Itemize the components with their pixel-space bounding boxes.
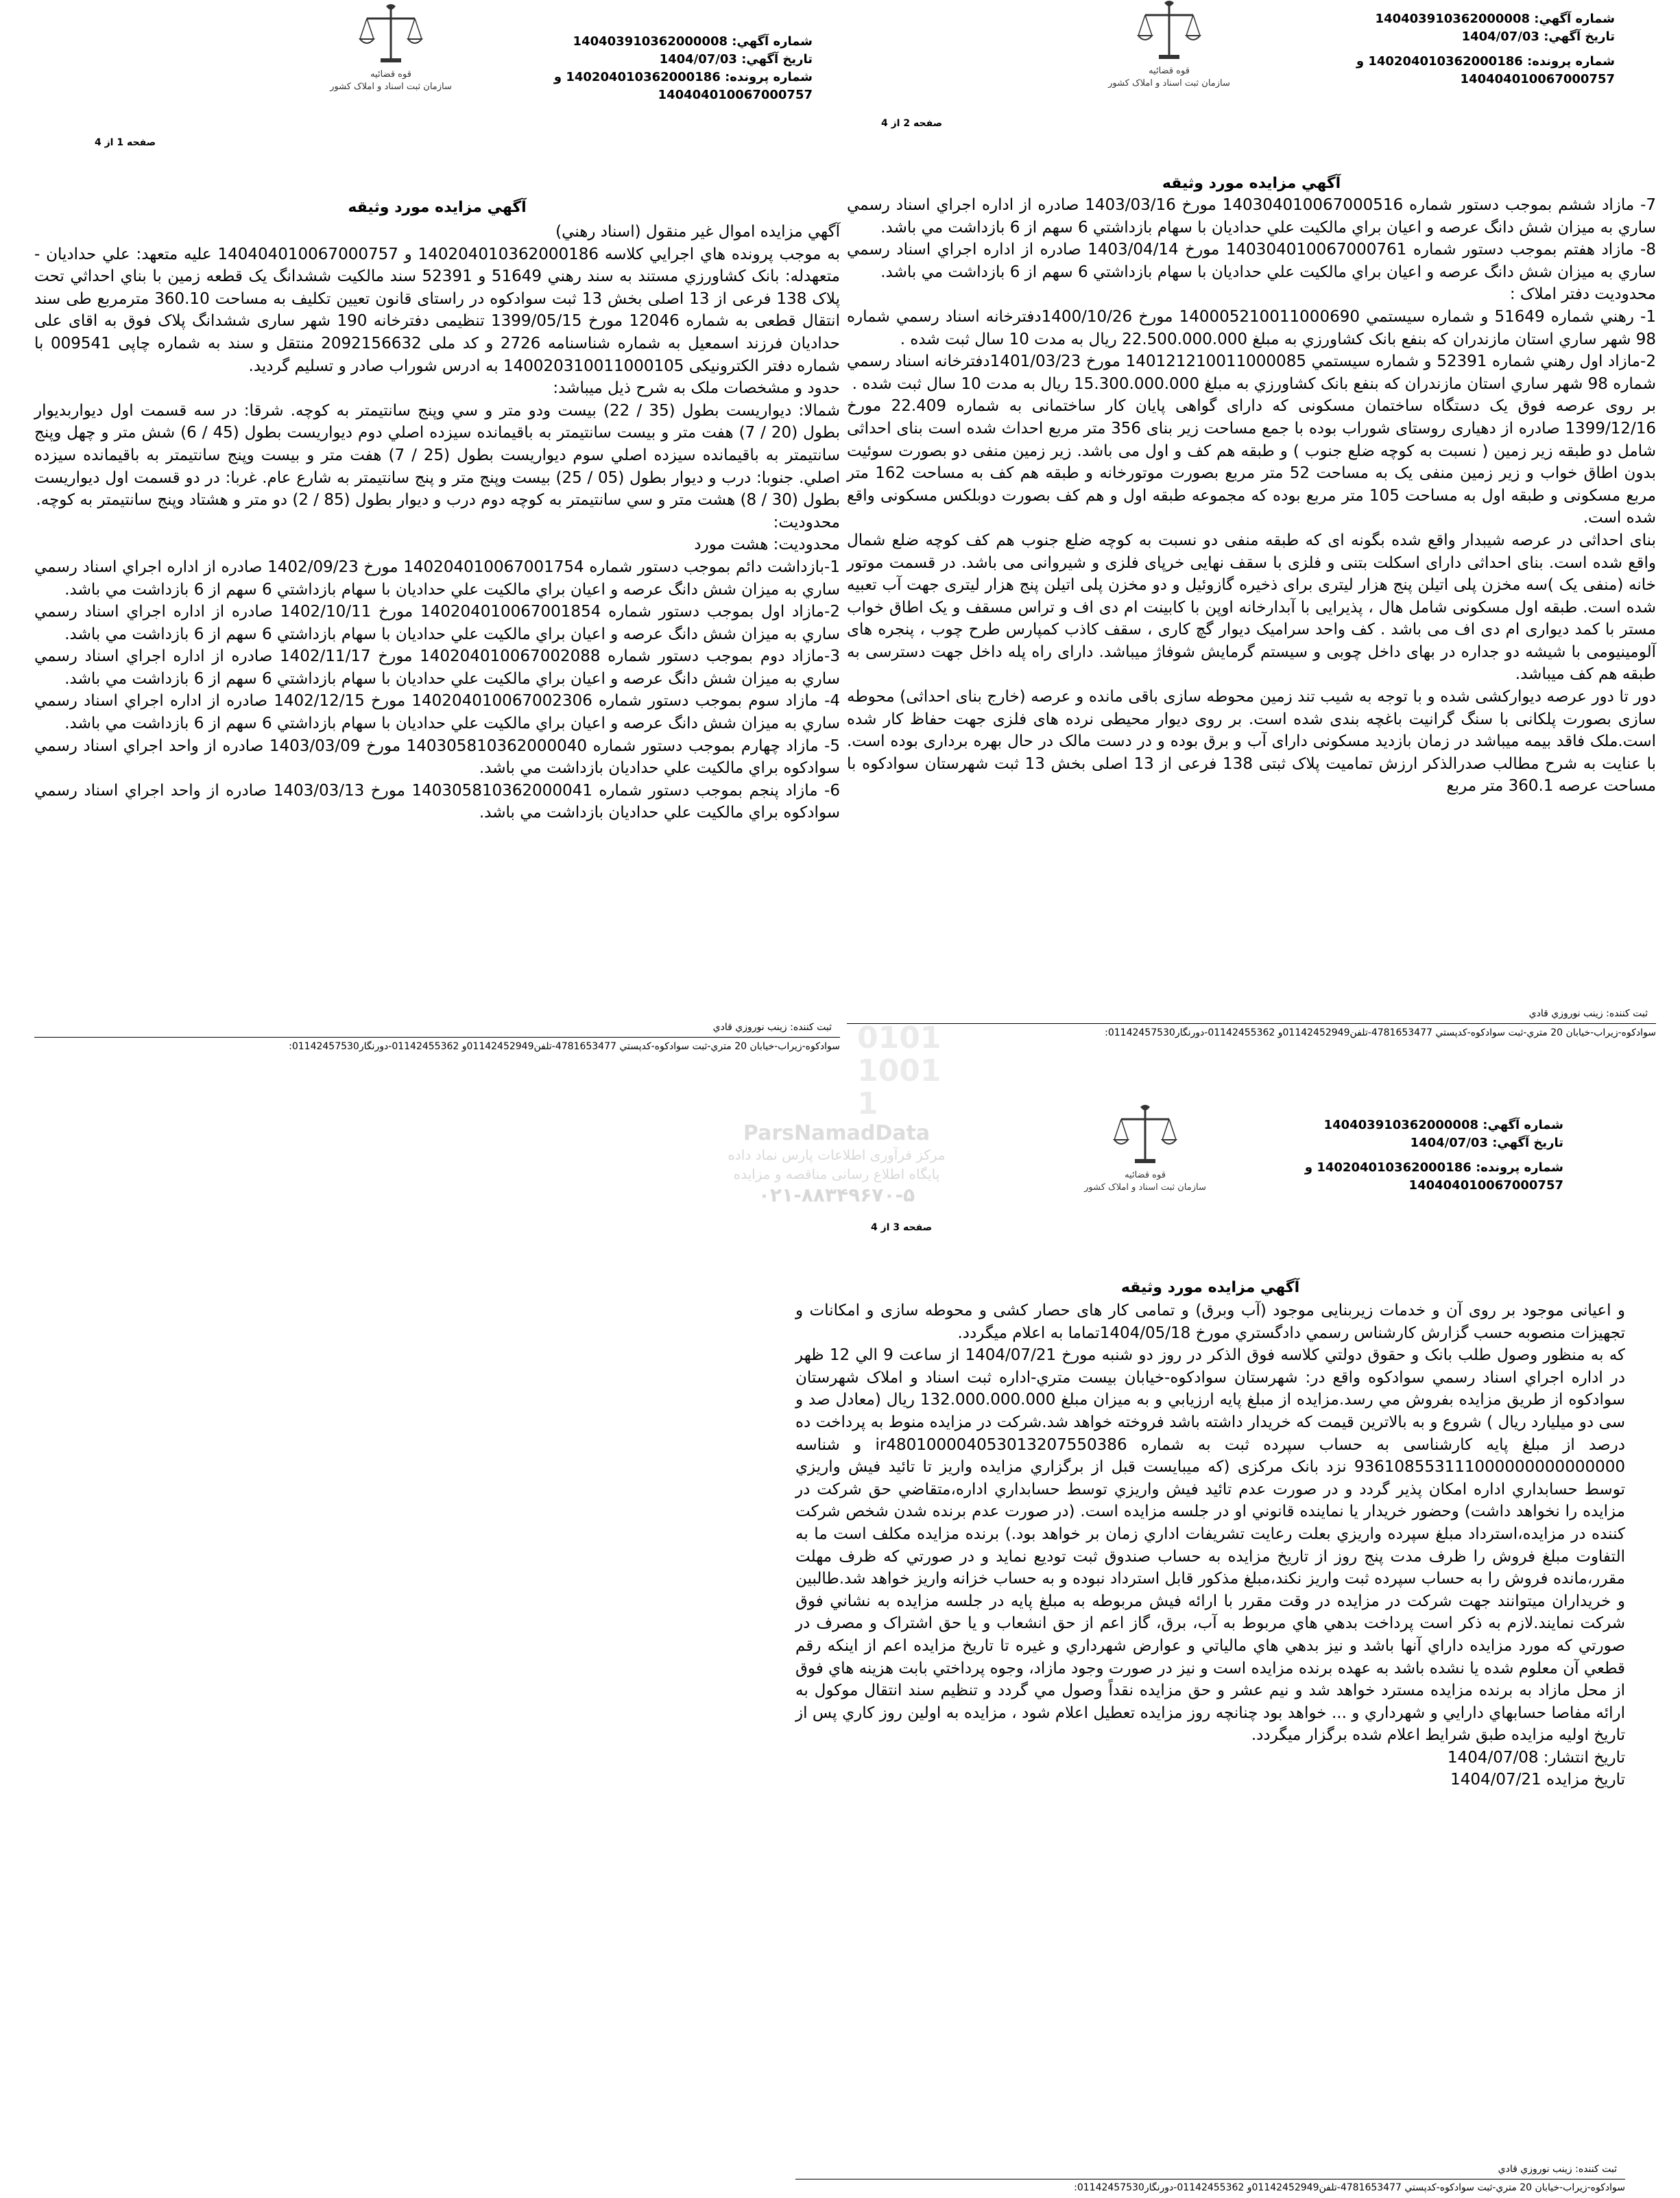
page-1	[34, 0, 840, 1066]
paragraph: 2-مازاد اول بموجب دستور شماره 140204010067001854 مورخ 1402/10/11 صادره از اداره اجراي اسناد رسمي ساري به ميزان شش دانگ عرصه و اعيان براي مالکيت علي حدادیان با سهام بازداشتي 6 سهم از 6 بازداشت مي باشد.	[34, 603, 840, 643]
page-3	[795, 1104, 1625, 2195]
watermark-digits: 0101 1001 1	[857, 1020, 941, 1121]
registrar: ثبت کننده: زينب نوروزي قادي	[1498, 2164, 1617, 2175]
paragraph: تاريخ مزايده 1404/07/21	[1450, 1771, 1625, 1789]
org-name-top: قوه قضائيه	[370, 69, 411, 80]
file-number-label: شماره پرونده:	[725, 70, 813, 84]
file-number-1: 140204010362000186 و	[553, 70, 721, 84]
file-number-label: شماره پرونده:	[1476, 1160, 1563, 1175]
org-name-bottom: سازمان ثبت اسناد و املاک کشور	[1108, 78, 1230, 88]
page-number: صفحه 3 از 4	[871, 1222, 933, 1233]
paragraph: 6- مازاد پنجم بموجب دستور شماره 140305810362000041 مورخ 1403/03/13 صادره از واحد اجراي اسناد رسمي سوادکوه براي مالکيت علي حدادیان بازداشت مي باشد.	[34, 781, 840, 822]
paragraph: 8- مازاد هفتم بموجب دستور شماره 140304010067000761 مورخ 1403/04/14 صادره از اداره اجراي اسناد رسمي ساري به ميزان شش دانگ عرصه و اعيان براي مالکيت علي حدادیان با سهام بازداشتي 6 سهم از 6 بازداشت مي باشد.	[847, 241, 1657, 281]
ad-meta	[1356, 10, 1615, 88]
file-number-1: 140204010362000186 و	[1356, 54, 1523, 69]
scales-of-justice-icon	[1107, 1104, 1183, 1169]
file-number-label: شماره پرونده:	[1527, 54, 1615, 69]
paragraph: و اعيانی موجود بر روی آن و خدمات زيربنايی موجود (آب وبرق) و تمامی کار های حصار کشی و محوطه سازی و امکانات و تجهيزات منصوبه حسب گزارش کارشناس رسمي دادگستري مورخ 1404/05/18تماما به اعلام ميگردد.	[795, 1302, 1625, 1342]
page-number: صفحه 2 از 4	[881, 118, 943, 129]
paragraph: به موجب پرونده هاي اجرايي کلاسه 140204010362000186 و 140404010067000757 عليه متعهد: علي حدادیان - متعهدله: بانک کشاورزي مستند به سند رهني 51649 و 52391 سند مالکيت ششدانگ يک قطعه زمين با بناي احداثي تحت پلاک 138 فرعی از 13 اصلی بخش 13 ثبت سوادکوه در راستای قانون تعيين تکليف به مساحت 360.10 مترمربع طی سند انتقال قطعی به شماره 12046 مورخ 1399/05/15 تنظيمی دفترخانه 190 شهر ساری ششدانگ پلاک فوق به اقای علی حدادیان فرزند اسمعیل به شماره شناسنامه 2726 و کد ملی 2092156632 منتقل و سند به شماره چاپی 009541 با شماره دفتر الکترونيکی 140020310011000105 به ادرس شوراب صادر و تسليم گرديد.	[34, 245, 840, 375]
paragraph: تاريخ انتشار: 1404/07/08	[1447, 1748, 1625, 1767]
paragraph: آگهي مزايده اموال غير منقول (اسناد رهني)	[555, 223, 840, 241]
registrar: ثبت کننده: زينب نوروزي قادي	[1528, 1008, 1648, 1019]
office-address: سوادکوه-زيراب-خيابان 20 متري-ثبت سوادکوه-کدپستي 4781653477-تلفن01142452949و 01142455362-دورنگار01142457530:	[1074, 2182, 1625, 2193]
paragraph: محدوديت دفتر املاک :	[1509, 285, 1656, 304]
org-name-bottom: سازمان ثبت اسناد و املاک کشور	[1084, 1182, 1206, 1193]
ad-date-label: تاريخ آگهي:	[741, 52, 813, 67]
parsnamad-watermark	[699, 994, 974, 1206]
judiciary-emblem	[1077, 1104, 1214, 1228]
file-number-2: 140404010067000757	[1460, 72, 1615, 86]
ad-number-label: شماره آگهي:	[1534, 12, 1615, 26]
org-name-bottom: سازمان ثبت اسناد و املاک کشور	[330, 82, 452, 92]
paragraph: محدوديت: هشت مورد	[694, 536, 840, 554]
org-name-top: قوه قضائيه	[1149, 66, 1190, 76]
watermark-line-2: پایگاه اطلاع رسانی مناقصه و مزایده	[733, 1166, 940, 1182]
paragraph: که به منظور وصول طلب بانک و حقوق دولتي کلاسه فوق الذکر در روز دو شنبه مورخ 1404/07/21 از ساعت 9 الي 12 ظهر در اداره اجراي اسناد رسمي سوادکوه واقع در: شهرستان سوادکوه-خيابان بيست متري-اداره ثبت اسناد و املاک شهرستان سوادکوه از طريق مزايده بفروش مي رسد.مزايده از مبلغ پايه ارزيابي و به ميزان مبلغ 132.000.000.000 ريال (معادل صد و سی دو ميليارد ريال ) شروع و به بالاترين قيمت که خريدار داشته باشد فروخته خواهد شد.شرکت در مزايده منوط به پرداخت ده درصد از مبلغ پايه کارشناسی به حساب سپرده ثبت به شماره ir480100004053013207550386 و شناسه 936108553111000000000000000 نزد بانک مرکزی (که ميبايست قبل از برگزاري مزايده واريز تا تائيد فيش واريزي توسط حسابداري اداره امکان پذير گردد و در صورت عدم تائيد فيش واريزي توسط حسابداري اداره،متقاضي حق شرکت در مزايده را نخواهد داشت) وحضور خريدار يا نماينده قانوني او در جلسه مزايده است. (در صورت عدم برنده شدن شخص شرکت کننده در مزايده،استرداد مبلغ سپرده واريزي بعلت رعايت تشريفات اداري زمان بر خواهد بود.) برنده مزايده مکلف است ما به التفاوت مبلغ فروش را ظرف مدت پنج روز از تاريخ مزايده به حساب صندوق ثبت توديع نمايد و در صورتي که ظرف مهلت مقرر،مانده فروش را به حساب سپرده ثبت واريز نکند،مبلغ مذکور قابل استرداد نبوده و به حساب خزانه واريز خواهد شد.طالبين و خريداران ميتوانند جهت شرکت در مزايده در وقت مقرر با ارائه فيش مربوطه به مبلغ پايه در جلسه مزايده به نشاني فوق شرکت نمايند.لازم به ذکر است پرداخت بدهي هاي مربوط به آب، برق، گاز اعم از حق انشعاب و يا حق اشتراک و مصرف در صورتي که مورد مزايده داراي آنها باشد و نيز بدهي هاي مالياتي و عوارض شهرداري و غيره تا تاريخ مزايده اعم از اينکه رقم قطعي آن معلوم شده يا نشده باشد به عهده برنده مزايده است و نيز در صورت وجود مازاد، وجوه پرداختي بابت هزينه هاي فوق از محل مازاد به برنده مزايده مسترد خواهد شد و نيم عشر و حق مزايده نقداً وصول مي گردد و تنظيم سند انتقال موکول به ارائه مفاصا حسابهاي دارايي و شهرداري و ... خواهد بود چنانچه روز مزايده تعطيل اعلام شود ، مزايده به اولين روز کاري پس از تاريخ اوليه مزايده طبق شرايط اعلام شده برگزار ميگردد.	[795, 1346, 1625, 1745]
ad-number: 140403910362000008	[1323, 1118, 1478, 1132]
ad-number-label: شماره آگهي:	[732, 34, 813, 49]
ad-meta	[1305, 1116, 1563, 1195]
ad-date-label: تاريخ آگهي:	[1544, 29, 1615, 44]
file-number-1: 140204010362000186 و	[1304, 1160, 1472, 1175]
paragraph: محدوديت:	[773, 513, 840, 531]
notice-title: آگهي مزايده مورد وثيقه	[1120, 1279, 1300, 1296]
office-address: سوادکوه-زيراب-خيابان 20 متري-ثبت سوادکوه-کدپستي 4781653477-تلفن01142452949و 01142455362-دورنگار01142457530:	[1105, 1027, 1656, 1038]
watermark-brand: ParsNamadData	[743, 1121, 931, 1145]
paragraph: حدود و مشخصات ملک به شرح ذيل ميباشد:	[553, 379, 840, 398]
paragraph: بنای احداثی در عرصه شيبدار واقع شده بگونه ای که طبقه منفی دو نسبت به کوچه ضلع جنوب هم کف کوچه ضلع شمال واقع شده است. بنای احداثی دارای اسکلت بتنی و فلزی با سقف نهايی خرپای فلزی و شيروانی می باشد. در قسمت موتور خانه (منفی يک )سه مخزن پلی اتيلن پنج هزار ليتری برای ذخيره گازوئيل و دو مخزن پلی اتيلن پنج هزار ليتری جهت آب تعبيه شده است. طبقه اول مسکونی شامل هال ، پذيرايی با آبدارخانه اوپن با کابينت ام دی اف و تراس مسقف و يک اطاق خواب مستر با کمد ديواری ام دی اف می باشد . کف واحد سراميک ديوار گچ کاری ، سقف کاذب کمپارس طرح چوب ، پنجره های آلومينيومی با شيشه دو جداره در بهای داخل چوبی و سيستم گرمايش شوفاژ ميباشد. دارای راه پله داخل جهت دسترسی به طبقه هم کف ميباشد.	[847, 531, 1656, 684]
paragraph: 4- مازاد سوم بموجب دستور شماره 140204010067002306 مورخ 1402/12/15 صادره از اداره اجراي اسناد رسمي ساري به ميزان شش دانگ عرصه و اعيان براي مالکيت علي حدادیان با سهام بازداشتي 6 سهم از 6 بازداشت مي باشد.	[34, 692, 841, 733]
page-number: صفحه 1 از 4	[95, 137, 156, 148]
notice-title: آگهي مزايده مورد وثيقه	[1162, 175, 1341, 192]
scales-of-justice-icon	[353, 3, 429, 69]
paragraph: شمالا: ديواريست بطول (35 / 22) بيست ودو متر و سي وپنج سانتيمتر به کوچه. شرقا: در سه قسمت اول ديواربديوار بطول (20 / 7) هفت متر و بيست سانتيمتر به باقيمانده سيزده اصلي دوم ديواريست بطول (45 / 6) شش متر و چهل وپنج سانتيمتر به باقيمانده سيزده اصلي سوم ديواريست بطول (25 / 7) هفت متر و بيست وپنج سانتيمتر به باقيمانده سيزده اصلي. جنوبا: درب و ديوار بطول (05 / 25) بيست وپنج متر و پنج سانتيمتر به شارع عام. غربا: در دو قسمت اول ديواريست بطول (30 / 8) هشت متر و سي سانتيمتر به کوچه دوم درب و ديوار بطول (85 / 2) دو متر و هشتاد وپنج سانتيمتر به کوچه.	[34, 401, 841, 510]
judiciary-emblem	[1101, 0, 1238, 123]
scales-of-justice-icon	[1131, 0, 1207, 65]
paragraph: 1-بازداشت دائم بموجب دستور شماره 140204010067001754 مورخ 1402/09/23 صادره از اداره اجراي اسناد رسمي ساري به ميزان شش دانگ عرصه و اعيان براي مالکيت علي حدادیان با سهام بازداشتي 6 سهم از 6 بازداشت مي باشد.	[34, 558, 840, 599]
notice-body	[34, 221, 840, 824]
page-2	[847, 0, 1656, 1066]
file-number-2: 140404010067000757	[658, 88, 813, 102]
org-name-top: قوه قضائيه	[1125, 1170, 1166, 1180]
notice-title: آگهي مزايده مورد وثيقه	[348, 199, 527, 216]
paragraph: 5- مازاد چهارم بموجب دستور شماره 140305810362000040 مورخ 1403/03/09 صادره از واحد اجراي اسناد رسمي سوادکوه براي مالکيت علي حدادیان بازداشت مي باشد.	[34, 737, 840, 778]
notice-body	[795, 1300, 1625, 1791]
watermark-line-1: مرکز فرآوری اطلاعات پارس نماد داده	[728, 1147, 946, 1163]
ad-meta	[554, 33, 813, 104]
registrar: ثبت کننده: زينب نوروزي قادي	[712, 1022, 832, 1033]
ad-number: 140403910362000008	[573, 34, 728, 49]
notice-body	[847, 194, 1656, 798]
ad-date: 1404/07/03	[1461, 29, 1539, 44]
paragraph: بر روی عرصه فوق يک دستگاه ساختمان مسکونی که دارای گواهی پايان کار ساختمانی به شماره 22.409 مورخ 1399/12/16 صادره از دهياری روستای شوراب بوده با جمع مساحت زير بنای 356 متر مربع احداث شده است بنای احداثی شامل دو طبقه زير زمين ( نسبت به کوچه ضلع جنوب ) و طبقه هم کف و اول می باشد. زير زمين منفی دو بصورت سوئيت بدون اطاق خواب و زير زمين منفی يک به مساحت 52 متر مربع بصورت موتورخانه و طبقه هم کف به مساحت 162 متر مربع مسکونی و طبقه اول به مساحت 105 متر مربع بوده که مجموعه طبقه اول و هم کف بصورت دوبلکس مسکونی واقع شده است.	[847, 397, 1657, 527]
ad-number-label: شماره آگهي:	[1483, 1118, 1563, 1132]
file-number-2: 140404010067000757	[1408, 1178, 1563, 1193]
watermark-phone: ۰۲۱-۸۸۳۴۹۶۷۰-۵	[758, 1184, 915, 1206]
office-address: سوادکوه-زيراب-خيابان 20 متري-ثبت سوادکوه-کدپستي 4781653477-تلفن01142452949و 01142455362-دورنگار01142457530:	[289, 1041, 840, 1052]
paragraph: 1- رهني شماره 51649 و شماره سيستمي 140005210011000690 مورخ 1400/10/26دفترخانه اسناد رسمي شماره 98 شهر ساري استان مازندران که بنفع بانک کشاورزي به مبلغ 22.500.000.000 ريال به مدت 10 سال ثبت شده .	[847, 307, 1656, 348]
ad-date: 1404/07/03	[659, 52, 737, 67]
ad-number: 140403910362000008	[1375, 12, 1530, 26]
ad-date: 1404/07/03	[1410, 1136, 1488, 1150]
paragraph: دور تا دور عرصه ديوارکشی شده و با توجه به شيب تند زمين محوطه سازی باقی مانده و عرصه (خارج بنای احداثی) محوطه سازی بصورت پلکانی با سنگ گرانيت باغچه بندی شده است. بر روی ديوار محيطی نرده های فلزی جهت حفاظ کار شده است.ملک فاقد بيمه ميباشد در زمان بازديد مسکونی دارای آب و برق بوده و در دست مالک در حال بهره برداری بوده است. با عنايت به شرح مطالب صدرالذکر ارزش تماميت پلاک ثبتی 138 فرعی از 13 اصلی بخش 13 ثبت شهرستان سوادکوه با مساحت عرصه 360.1 متر مربع	[847, 688, 1656, 796]
judiciary-emblem	[322, 3, 459, 127]
ad-date-label: تاريخ آگهي:	[1492, 1136, 1563, 1150]
paragraph: 3-مازاد دوم بموجب دستور شماره 140204010067002088 مورخ 1402/11/17 صادره از اداره اجراي اسناد رسمي ساري به ميزان شش دانگ عرصه و اعيان براي مالکيت علي حدادیان با سهام بازداشتي 6 سهم از 6 بازداشت مي باشد.	[34, 647, 840, 688]
paragraph: 2-مازاد اول رهني شماره 52391 و شماره سيستمي 140121210011000085 مورخ 1401/03/23دفترخانه اسناد رسمي شماره 98 شهر ساري استان مازندران که بنفع بانک کشاورزي به مبلغ 15.300.000.000 ريال به مدت 10 سال ثبت شده .	[847, 353, 1656, 393]
paragraph: 7- مازاد ششم بموجب دستور شماره 140304010067000516 مورخ 1403/03/16 صادره از اداره اجراي اسناد رسمي ساري به ميزان شش دانگ عرصه و اعيان براي مالکيت علي حدادیان با سهام بازداشتي 6 سهم از 6 بازداشت مي باشد.	[847, 196, 1657, 237]
